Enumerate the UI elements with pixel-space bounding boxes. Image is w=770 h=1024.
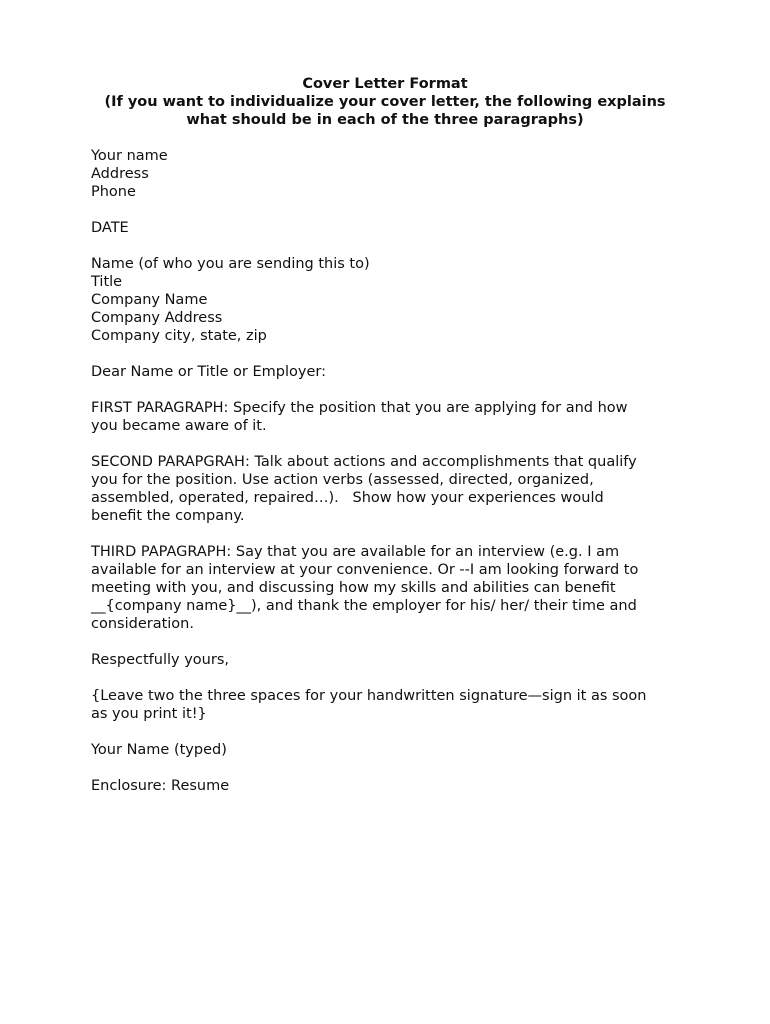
third-paragraph bbox=[91, 543, 691, 633]
paragraph-line: THIRD PAPAGRAPH: Say that you are available for an interview (e.g. I am bbox=[91, 544, 620, 560]
paragraph-line: SECOND PARAPGRAH: Talk about actions and accomplishments that qualify bbox=[91, 454, 637, 470]
paragraph-line: you became aware of it. bbox=[91, 418, 267, 434]
second-paragraph bbox=[91, 453, 691, 525]
paragraph-line: available for an interview at your convenience. Or --I am looking forward to bbox=[91, 562, 639, 578]
signature-note-line: {Leave two the three spaces for your handwritten signature—sign it as soon bbox=[91, 688, 647, 704]
paragraph-line: consideration. bbox=[91, 616, 194, 632]
paragraph-line: assembled, operated, repaired…). Show how your experiences would bbox=[91, 490, 604, 506]
document-header bbox=[80, 75, 690, 129]
salutation: Dear Name or Title or Employer: bbox=[91, 364, 326, 380]
enclosure: Enclosure: Resume bbox=[91, 778, 230, 794]
paragraph-line: FIRST PARAGRAPH: Specify the position that you are applying for and how bbox=[91, 400, 628, 416]
document-title: Cover Letter Format bbox=[302, 76, 468, 92]
first-paragraph bbox=[91, 399, 691, 435]
signature-note bbox=[91, 687, 691, 723]
paragraph-line: meeting with you, and discussing how my skills and abilities can benefit bbox=[91, 580, 616, 596]
sender-name: Your name bbox=[91, 148, 168, 164]
recipient-name: Name (of who you are sending this to) bbox=[91, 256, 370, 272]
recipient-company-address: Company Address bbox=[91, 310, 223, 326]
recipient-title: Title bbox=[91, 274, 123, 290]
letter-date: DATE bbox=[91, 220, 129, 236]
document-subtitle-line-2: what should be in each of the three paragraphs) bbox=[186, 112, 584, 128]
recipient-company-name: Company Name bbox=[91, 292, 208, 308]
recipient-company-city: Company city, state, zip bbox=[91, 328, 267, 344]
signature-note-line: as you print it!} bbox=[91, 706, 207, 722]
letter-body bbox=[91, 147, 691, 795]
paragraph-line: __{company name}__), and thank the employer for his/ her/ their time and bbox=[91, 598, 637, 614]
typed-name: Your Name (typed) bbox=[91, 742, 227, 758]
document-subtitle-line-1: (If you want to individualize your cover letter, the following explains bbox=[104, 94, 666, 110]
paragraph-line: benefit the company. bbox=[91, 508, 245, 524]
sender-phone: Phone bbox=[91, 184, 136, 200]
paragraph-line: you for the position. Use action verbs (assessed, directed, organized, bbox=[91, 472, 594, 488]
closing: Respectfully yours, bbox=[91, 652, 229, 668]
sender-address: Address bbox=[91, 166, 149, 182]
